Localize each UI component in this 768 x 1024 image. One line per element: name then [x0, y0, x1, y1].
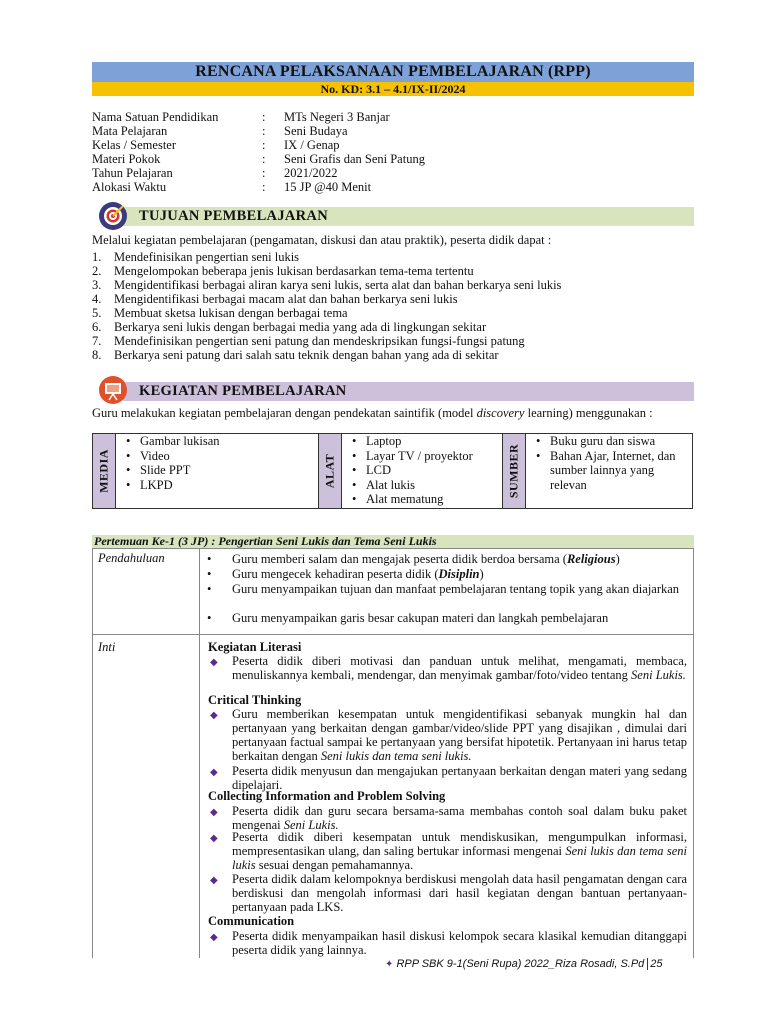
tujuan-intro: Melalui kegiatan pembelajaran (pengamatan, diskusi dan atau praktik), peserta didik dapat :: [92, 233, 552, 247]
list-item: • Guru menyampaikan tujuan dan manfaat pembelajaran tentang topik yang akan diajarkan: [207, 582, 680, 596]
sumber-cell: [526, 434, 693, 509]
list-item: ◆ Peserta didik menyusun dan mengajukan pertanyaan berkaitan dengan materi yang sedang dipelajari.: [210, 764, 687, 792]
pertemuan-table: [92, 548, 694, 958]
list-item: • LKPD: [122, 478, 318, 493]
tujuan-list: [92, 250, 694, 362]
page-number: 25: [647, 958, 662, 970]
list-item: 7. Mendefinisikan pengertian seni patung dan mendeskripsikan fungsi-fungsi patung: [92, 334, 525, 348]
list-item: • LCD: [348, 463, 502, 478]
list-item: • Alat mematung: [348, 492, 502, 507]
list-item: • Buku guru dan siswa: [532, 434, 692, 449]
pertemuan-title: Pertemuan Ke-1 (3 JP) : Pengertian Seni Lukis dan Tema Seni Lukis: [92, 535, 694, 548]
sumber-label: SUMBER: [503, 434, 526, 509]
list-item: • Gambar lukisan: [122, 434, 318, 449]
list-item: 6. Berkarya seni lukis dengan berbagai media yang ada di lingkungan sekitar: [92, 320, 487, 334]
list-item: • Alat lukis: [348, 478, 502, 493]
inti-label: Inti: [98, 640, 116, 654]
info-row: Nama Satuan Pendidikan : MTs Negeri 3 Banjar: [92, 110, 390, 124]
list-item: • Laptop: [348, 434, 502, 449]
pendahuluan-label: Pendahuluan: [98, 551, 165, 565]
list-item: ◆ Guru memberikan kesempatan untuk mengidentifikasi sebanyak mungkin hal dan pertanyaan yang berkaitan dengan gambar/video/slide PPT yang disajikan , dimulai dari pertanyaan factual sampai ke pertanyaan yang bersifat hipotetik. Pertanyaan ini harus tetap berkaitan dengan Seni lukis dan tema seni lukis.: [210, 707, 687, 763]
list-item: • Video: [122, 449, 318, 464]
resources-table: [92, 433, 693, 509]
list-item: 5. Membuat sketsa lukisan dengan berbagai tema: [92, 306, 348, 320]
identity-info: [92, 110, 425, 194]
list-item: ◆ Peserta didik diberi motivasi dan panduan untuk melihat, mengamati, membaca, menuliskannya kembali, mendengar, dan menyimak gambar/foto/video tentang Seni Lukis.: [210, 654, 687, 682]
info-row: Tahun Pelajaran : 2021/2022: [92, 166, 338, 180]
list-item: • Guru menyampaikan garis besar cakupan materi dan langkah pembelajaran: [207, 611, 609, 625]
media-cell: [116, 434, 319, 509]
info-row: Materi Pokok : Seni Grafis dan Seni Patung: [92, 152, 425, 166]
kd-number: No. KD: 3.1 – 4.1/IX-II/2024: [92, 82, 694, 96]
list-item: 2. Mengelompokan beberapa jenis lukisan berdasarkan tema-tema tertentu: [92, 264, 474, 278]
list-item: • Layar TV / proyektor: [348, 449, 502, 464]
critical-heading: Critical Thinking: [208, 693, 302, 707]
list-item: 8. Berkarya seni patung dari salah satu teknik dengan bahan yang ada di sekitar: [92, 348, 499, 362]
presentation-icon: [98, 375, 128, 409]
literasi-heading: Kegiatan Literasi: [208, 640, 302, 654]
list-item: • Guru memberi salam dan mengajak peserta didik berdoa bersama (Religious): [207, 552, 620, 566]
list-item: ◆ Peserta didik dalam kelompoknya berdiskusi mengolah data hasil pengamatan dengan cara berdiskusi dan mengolah informasi dari hasil kegiatan dengan bantuan pertanyaan-pertanyaan pada LKS.: [210, 872, 687, 914]
pin-icon: ✦: [385, 959, 394, 970]
media-label: MEDIA: [93, 434, 116, 509]
list-item: • Slide PPT: [122, 463, 318, 478]
info-row: Mata Pelajaran : Seni Budaya: [92, 124, 348, 138]
list-item: • Bahan Ajar, Internet, dan sumber lainnya yang relevan: [532, 449, 692, 493]
alat-cell: [342, 434, 503, 509]
kegiatan-intro: Guru melakukan kegiatan pembelajaran dengan pendekatan saintifik (model discovery learning) menggunakan :: [92, 406, 653, 420]
list-item: 3. Mengidentifikasi berbagai aliran karya seni lukis, serta alat dan bahan berkarya seni lukis: [92, 278, 562, 292]
tujuan-heading: TUJUAN PEMBELAJARAN: [123, 207, 694, 226]
target-icon: [98, 201, 128, 235]
list-item: ◆ Peserta didik menyampaikan hasil diskusi kelompok secara klasikal kemudian ditanggapi peserta didik yang lainnya.: [210, 929, 687, 957]
list-item: ◆ Peserta didik dan guru secara bersama-sama membahas contoh soal dalam buku paket mengenai Seni Lukis.: [210, 804, 687, 832]
communication-heading: Communication: [208, 914, 295, 928]
list-item: • Guru mengecek kehadiran peserta didik (Disiplin): [207, 567, 484, 581]
list-item: ◆ Peserta didik diberi kesempatan untuk mendiskusikan, mengumpulkan informasi, mempresentasikan ulang, dan saling bertukar informasi mengenai Seni lukis dan tema seni lukis sesuai dengan pemahamannya.: [210, 830, 688, 872]
list-item: 1. Mendefinisikan pengertian seni lukis: [92, 250, 300, 264]
info-row: Alokasi Waktu : 15 JP @40 Menit: [92, 180, 372, 194]
list-item: 4. Mengidentifikasi berbagai macam alat dan bahan berkarya seni lukis: [92, 292, 458, 306]
document-title: RENCANA PELAKSANAAN PEMBELAJARAN (RPP): [92, 62, 694, 82]
kegiatan-heading: KEGIATAN PEMBELAJARAN: [123, 382, 694, 401]
alat-label: ALAT: [319, 434, 342, 509]
collecting-heading: Collecting Information and Problem Solving: [208, 789, 446, 803]
page-footer: ✦ RPP SBK 9-1(Seni Rupa) 2022_Riza Rosadi, S.Pd 25: [385, 958, 663, 970]
info-row: Kelas / Semester : IX / Genap: [92, 138, 340, 152]
